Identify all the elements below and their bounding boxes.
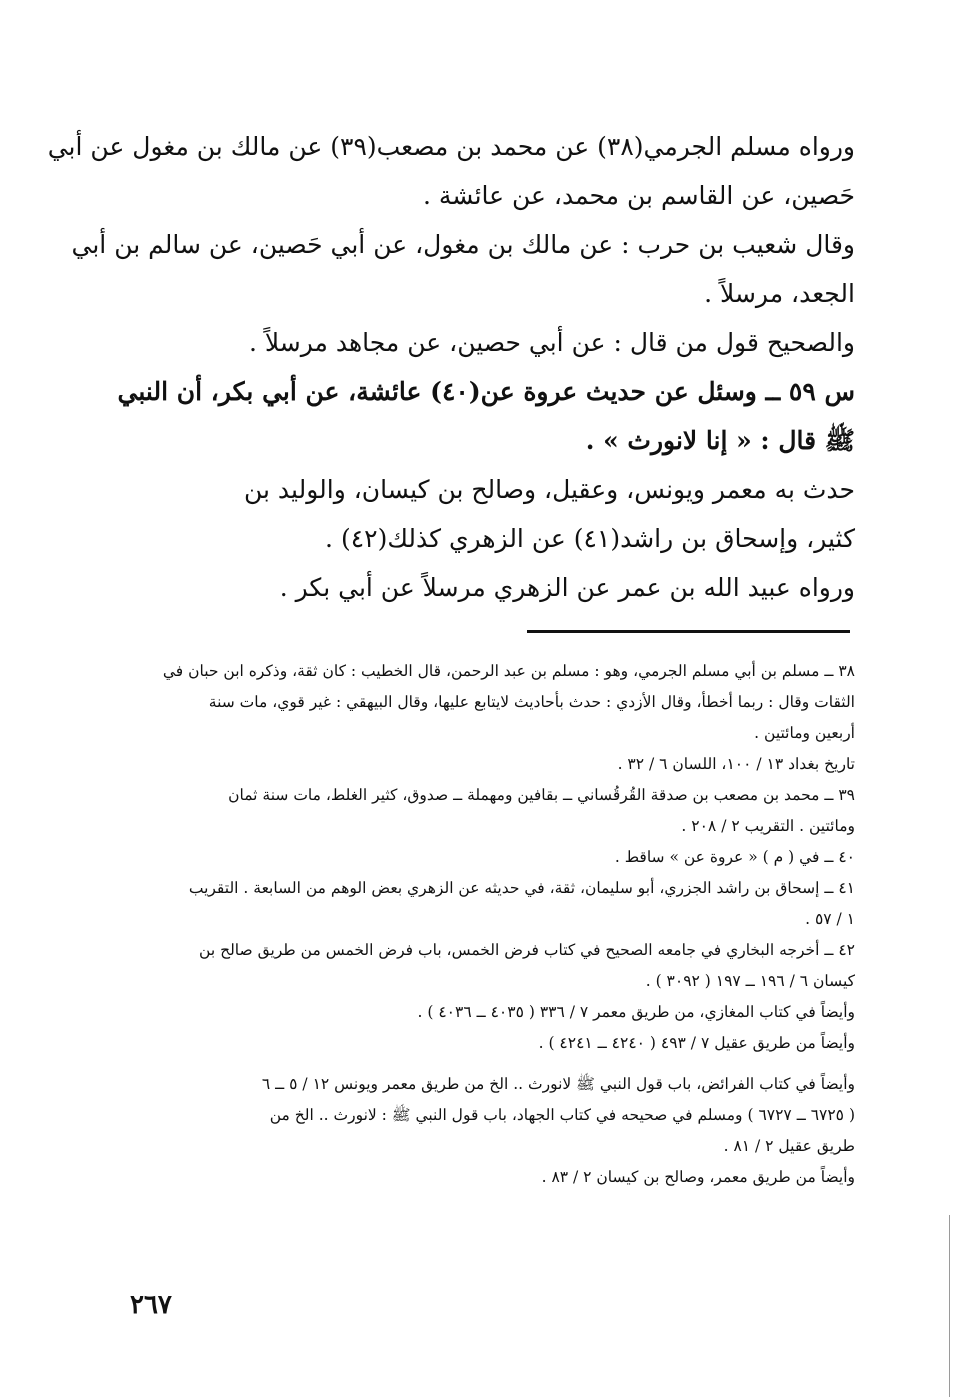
footnote-line: ٣٩ ــ محمد بن مصعب بن صدقة القُرقُساني ــ بقافين ومهملة ــ صدوق، كثير الغلط، مات سنة ثمان [228, 786, 855, 804]
footnote-divider [527, 630, 850, 633]
main-text-line: ﷺ قال : « إنا لانورث » . [585, 426, 855, 455]
question-heading: س ٥٩ ــ وسئل عن حديث عروة عن(٤٠) عائشة، عن أبي بكر، أن النبي [117, 377, 855, 406]
footnote-line: وأيضاً من طريق معمر، وصالح بن كيسان ٢ / ٨٣ . [541, 1168, 855, 1186]
footnote-line: وأيضاً من طريق عقيل ٧ / ٤٩٣ ( ٤٢٤٠ ــ ٤٢٤١ ) . [538, 1034, 855, 1052]
footnote-line: كيسان ٦ / ١٩٦ ــ ١٩٧ ( ٣٠٩٢ ) . [645, 972, 855, 990]
page-number: ٢٦٧ [130, 1290, 172, 1320]
footnote-line: وأيضاً في كتاب المغازي، من طريق معمر ٧ / ٣٣٦ ( ٤٠٣٥ ــ ٤٠٣٦ ) . [417, 1003, 855, 1021]
footnote-line: ١ / ٥٧ . [805, 910, 855, 928]
footnote-line: طريق عقيل ٢ / ٨١ . [723, 1137, 855, 1155]
footnote-line: ٣٨ ــ مسلم بن أبي مسلم الجرمي، وهو : مسلم بن عبد الرحمن، قال الخطيب : كان ثقة، وذكره ابن حبان في [162, 662, 855, 680]
footnote-line: ( ٦٧٢٥ ــ ٦٧٢٧ ) ومسلم في صحيحه في كتاب الجهاد، باب قول النبي ﷺ : لانورث .. الخ من [269, 1106, 855, 1124]
scan-edge-line [949, 1215, 950, 1397]
footnote-gap [158, 1059, 855, 1069]
footnote-line: الثقات وقال : ربما أخطأ، وقال الأزدي : حدث بأحاديث لايتابع عليها، وقال البيهقي : غير قوي، مات سنة [208, 693, 855, 711]
footnote-line: تاريخ بغداد ١٣ / ١٠٠، اللسان ٦ / ٣٢ . [617, 755, 855, 773]
footnote-line: ومائتين . التقريب ٢ / ٢٠٨ . [681, 817, 855, 835]
main-text [47, 122, 855, 612]
main-text-line: كثير، وإسحاق بن راشد(٤١) عن الزهري كذلك(٤٢) . [325, 524, 855, 553]
main-text-line: وقال شعيب بن حرب : عن مالك بن مغول، عن أبي حَصين، عن سالم بن أبي [71, 230, 855, 259]
main-text-line: حَصين، عن القاسم بن محمد، عن عائشة . [422, 181, 855, 210]
footnote-line: ٤٠ ــ في ( م ) « عروة عن » ساقط . [614, 848, 855, 866]
footnote-line: أربعين ومائتين . [754, 724, 855, 742]
footnote-line: ٤٢ ــ أخرجه البخاري في جامعه الصحيح في كتاب فرض الخمس، باب فرض الخمس من طريق صالح بن [199, 941, 855, 959]
main-text-line: ورواه عبيد الله بن عمر عن الزهري مرسلاً عن أبي بكر . [279, 573, 855, 602]
main-text-line: والصحيح قول من قال : عن أبي حصين، عن مجاهد مرسلاً . [248, 328, 855, 357]
footnotes [158, 656, 855, 1193]
footnote-line: ٤١ ــ إسحاق بن راشد الجزري، أبو سليمان، ثقة، في حديثه عن الزهري بعض الوهم من السابعة . التقريب [188, 879, 855, 897]
main-text-line: الجعد، مرسلاً . [704, 279, 855, 308]
main-text-line: ورواه مسلم الجرمي(٣٨) عن محمد بن مصعب(٣٩) عن مالك بن مغول عن أبي [47, 132, 855, 161]
footnote-line: وأيضاً في كتاب الفرائض، باب قول النبي ﷺ لانورث .. الخ من طريق معمر ويونس ١٢ / ٥ ــ ٦ [261, 1075, 855, 1093]
main-text-line: حدث به معمر ويونس، وعقيل، وصالح بن كيسان، والوليد بن [244, 475, 855, 504]
